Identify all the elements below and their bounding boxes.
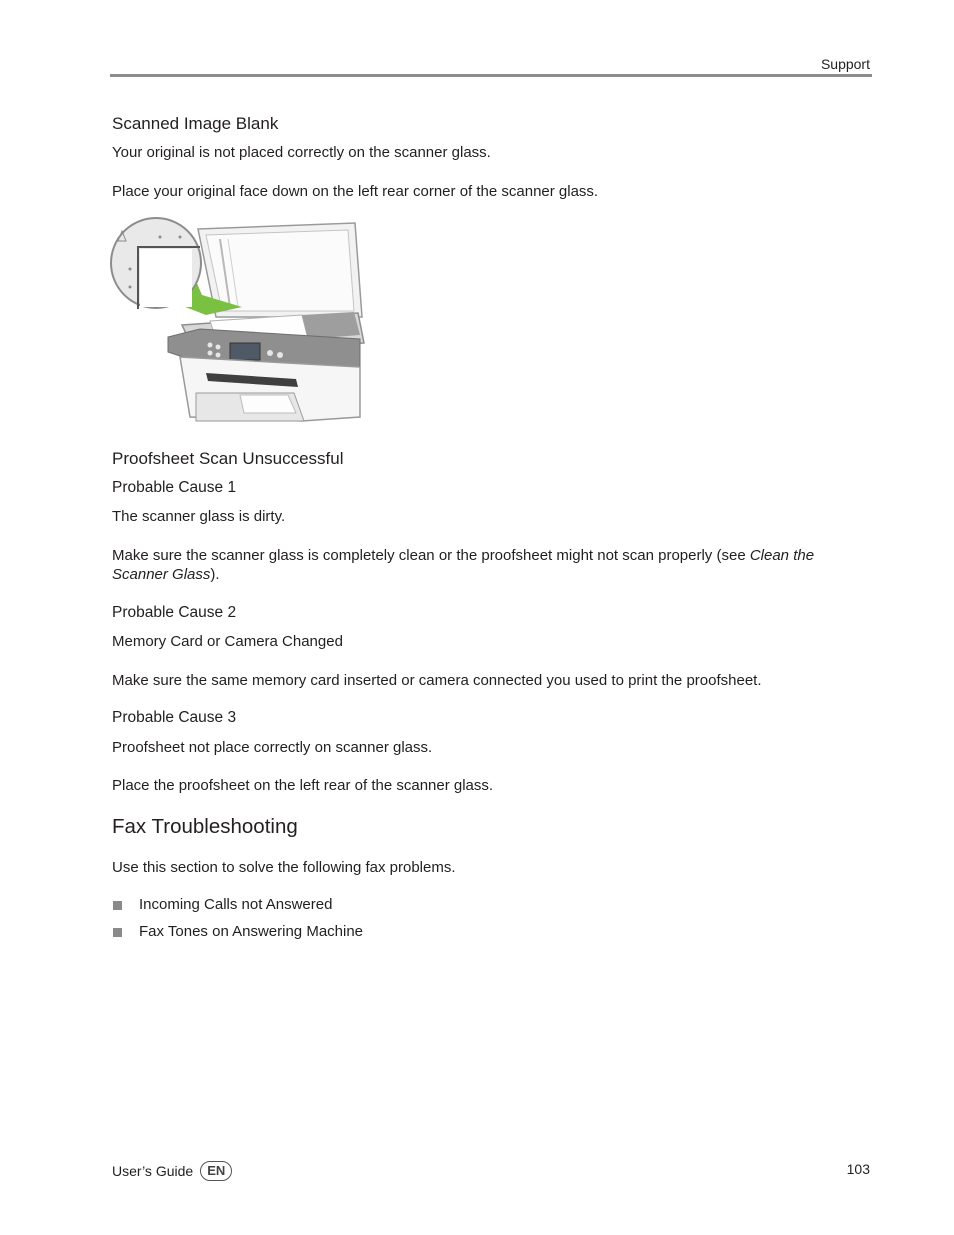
clean-glass-reference-link[interactable]: Clean the Scanner Glass: [112, 547, 815, 583]
paragraph: Make sure the same memory card inserted or camera connected you used to print the proofsheet.: [112, 672, 762, 689]
paragraph: Memory Card or Camera Changed: [112, 633, 343, 650]
header-rule: [110, 74, 872, 77]
paragraph: Your original is not placed correctly on the scanner glass.: [112, 144, 491, 161]
heading-probable-cause-3: Probable Cause 3: [112, 709, 237, 726]
paragraph-with-link: Make sure the scanner glass is completely clean or the proofsheet might not scan properly (see Clean the Scanner Glass).: [112, 547, 815, 583]
paragraph: Use this section to solve the following fax problems.: [112, 859, 456, 876]
heading-probable-cause-1: Probable Cause 1: [112, 479, 237, 496]
heading-proofsheet-scan-unsuccessful: Proofsheet Scan Unsuccessful: [112, 449, 344, 468]
page-number: 103: [846, 1161, 870, 1177]
paragraph: Place your original face down on the left rear corner of the scanner glass.: [112, 183, 599, 200]
language-badge-icon: EN: [200, 1161, 232, 1181]
paragraph: Place the proofsheet on the left rear of the scanner glass.: [112, 777, 494, 794]
heading-fax-troubleshooting: Fax Troubleshooting: [112, 815, 298, 838]
printer-illustration: [110, 217, 368, 431]
running-header: Support: [820, 56, 870, 72]
footer-guide: User’s Guide EN: [112, 1161, 232, 1181]
paragraph: The scanner glass is dirty.: [112, 508, 286, 525]
heading-scanned-image-blank: Scanned Image Blank: [112, 114, 279, 133]
bullet-square-icon: [113, 928, 122, 937]
bullet-square-icon: [113, 901, 122, 910]
paragraph: Proofsheet not place correctly on scanner glass.: [112, 739, 433, 756]
heading-probable-cause-2: Probable Cause 2: [112, 604, 237, 621]
